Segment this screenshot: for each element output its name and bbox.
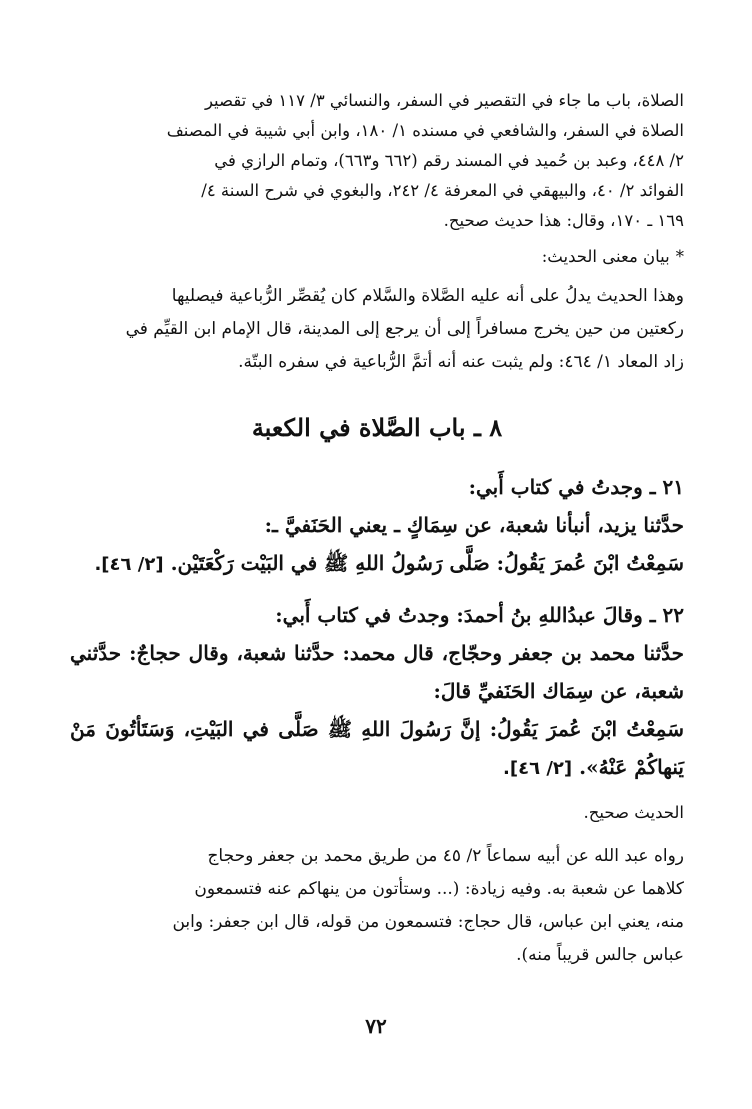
- paragraph-line: كلاهما عن شعبة به. وفيه زيادة: (... وستأتون من ينهاكم عنه فتسمعون: [194, 879, 684, 899]
- footnote-line: الصلاة في السفر، والشافعي في مسنده ١/ ١٨٠، وابن أبي شيبة في المصنف: [166, 121, 684, 140]
- hadith-isnad: حدَّثنا محمد بن جعفر وحجّاج، قال محمد: حدَّثنا شعبة، وقال حجاجٌ: حدَّثني شعبة، عن سِمَاك الحَنَفيِّ قالَ:: [70, 641, 684, 703]
- hadith-isnad: حدَّثنا يزيد، أنبأنا شعبة، عن سِمَاكٍ ـ يعني الحَنَفيَّ ـ:: [264, 513, 684, 537]
- footnote-line: ٢/ ٤٤٨، وعبد بن حُميد في المسند رقم (٦٦٢ و٦٦٣)، وتمام الرازي في: [214, 151, 684, 170]
- reference: [٢/ ٤٦].: [503, 758, 573, 779]
- paragraph-line: رواه عبد الله عن أبيه سماعاً ٢/ ٤٥ من طريق محمد بن جعفر وحجاج: [207, 846, 684, 866]
- matn-text: سَمِعْتُ ابْنَ عُمرَ يَقُولُ: صَلَّى رَسُولُ اللهِ ﷺ في البَيْت رَكْعَتَيْن.: [170, 551, 684, 575]
- page-number: ٧٢: [365, 1014, 387, 1038]
- footnote-line: الصلاة، باب ما جاء في التقصير في السفر، والنسائي ٣/ ١١٧ في تقصير: [204, 91, 684, 110]
- hadith-matn: [70, 710, 684, 788]
- reference: [٢/ ٤٦].: [94, 554, 164, 575]
- narration-paragraph: [70, 840, 684, 972]
- asterisk-icon: *: [675, 247, 684, 266]
- hadith-intro: ٢١ ـ وجدتُ في كتاب أَبي:: [468, 475, 684, 499]
- hadith-matn: [70, 544, 684, 584]
- paragraph-line: منه، يعني ابن عباس، قال حجاج: فتسمعون من قوله، قال ابن جعفر: وابن: [172, 912, 684, 932]
- paragraph-line: وهذا الحديث يدلُ على أنه عليه الصَّلاة والسَّلام كان يُقصِّر الرُّباعية فيصليها: [171, 286, 684, 306]
- footnote-line: ١٦٩ ـ ١٧٠، وقال: هذا حديث صحيح.: [443, 211, 684, 230]
- paragraph-line: زاد المعاد ١/ ٤٦٤: ولم يثبت عنه أنه أتمَّ الرُّباعية في سفره البتّة.: [238, 352, 684, 372]
- subheading-text: بيان معنى الحديث:: [541, 247, 670, 266]
- footnote-line: الفوائد ٢/ ٤٠، والبيهقي في المعرفة ٤/ ٢٤٢، والبغوي في شرح السنة ٤/: [201, 181, 684, 200]
- chapter-heading: ٨ ـ باب الصَّلاة في الكعبة: [251, 413, 503, 442]
- matn-text: سَمِعْتُ ابْنَ عُمرَ يَقُولُ: إنَّ رَسُولَ اللهِ ﷺ صَلَّى في البَيْتِ، وَسَتَأتُونَ مَنْ يَنهاكُمْ عَنْهُ».: [70, 717, 684, 779]
- section-subheading: [70, 242, 684, 272]
- footnote-block: [70, 86, 684, 236]
- explanation-paragraph: [70, 280, 684, 379]
- paragraph-line: عباس جالس قريباً منه).: [516, 945, 684, 965]
- hadith-intro: ٢٢ ـ وقالَ عبدُاللهِ بنُ أحمدَ: وجدتُ في كتاب أَبي:: [275, 603, 684, 627]
- paragraph-line: ركعتين من حين يخرج مسافراً إلى أن يرجع إلى المدينة، قال الإمام ابن القيِّم في: [125, 319, 684, 339]
- hadith-21: [70, 468, 684, 584]
- hadith-22: [70, 596, 684, 788]
- hadith-grade: الحديث صحيح.: [583, 803, 684, 822]
